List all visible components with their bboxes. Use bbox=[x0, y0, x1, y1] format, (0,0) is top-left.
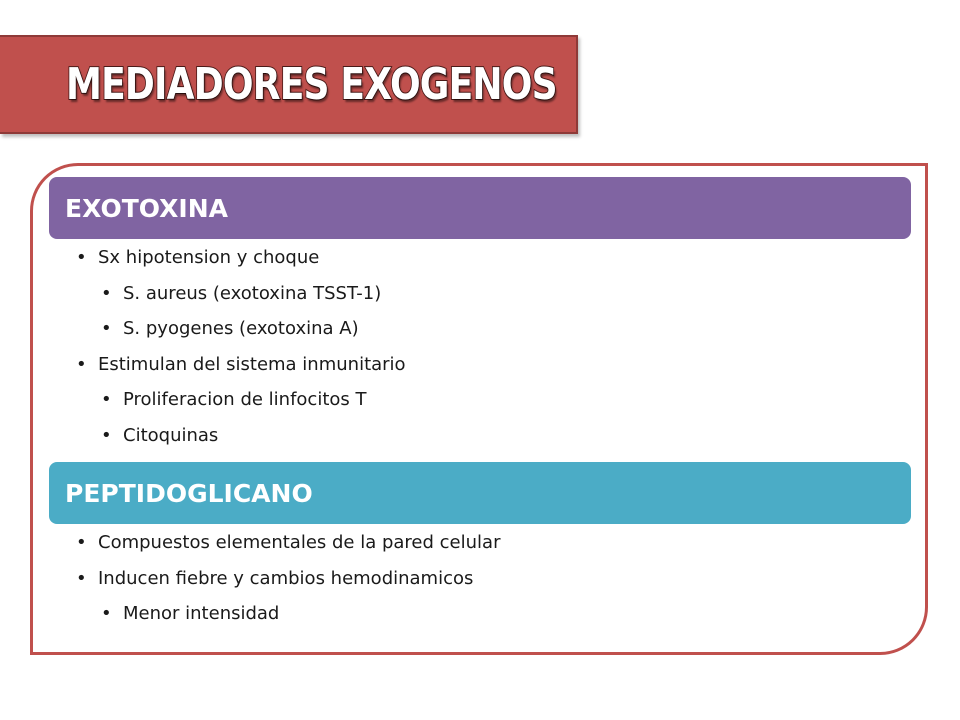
section-header-exotoxina: EXOTOXINA bbox=[49, 177, 911, 239]
section-header-peptidoglicano: PEPTIDOGLICANO bbox=[49, 462, 911, 524]
bullet-item: • Compuestos elementales de la pared celular bbox=[76, 529, 500, 557]
bullet-item: • Sx hipotension y choque bbox=[76, 244, 319, 272]
bullet-item: • Estimulan del sistema inmunitario bbox=[76, 351, 406, 379]
bullet-item: • Inducen fiebre y cambios hemodinamicos bbox=[76, 565, 473, 593]
title-banner bbox=[0, 35, 578, 134]
bullet-item: • S. aureus (exotoxina TSST-1) bbox=[101, 280, 381, 308]
bullet-item: • Proliferacion de linfocitos T bbox=[101, 386, 366, 414]
bullet-item: • Citoquinas bbox=[101, 422, 218, 450]
bullet-item: • S. pyogenes (exotoxina A) bbox=[101, 315, 359, 343]
slide-title: MEDIADORES EXOGENOS bbox=[66, 59, 557, 110]
bullet-item: • Menor intensidad bbox=[101, 600, 279, 628]
